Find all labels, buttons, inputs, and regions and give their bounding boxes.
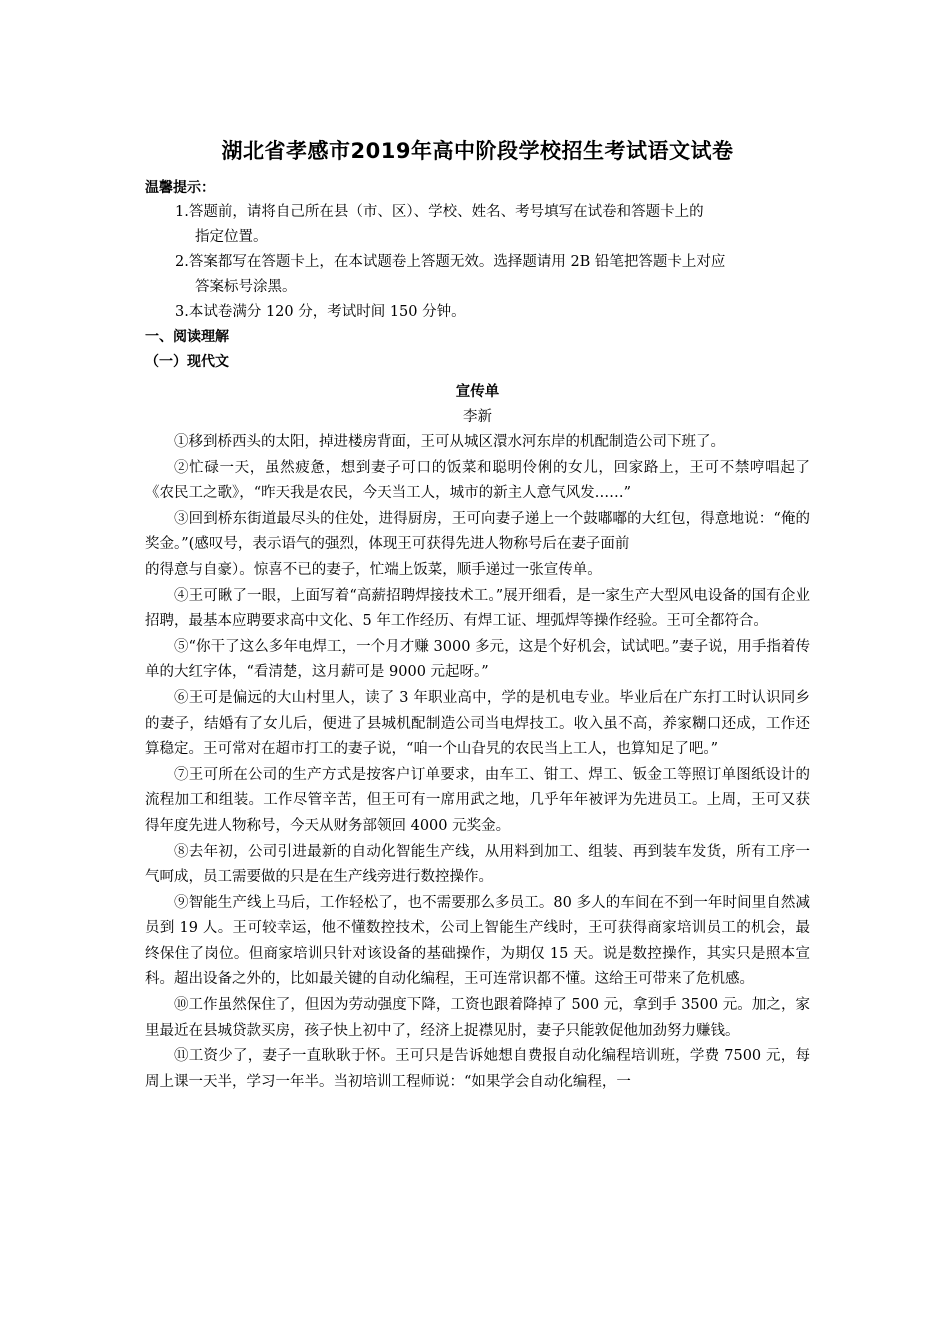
article-paragraph: ⑥王可是偏远的大山村里人，读了 3 年职业高中，学的是机电专业。毕业后在广东打工时认识同乡的妻子，结婚有了女儿后，便进了县城机配制造公司当电焊技工。收入虽不高，养家糊口还成，工作还算稳定。王可常对在超市打工的妻子说，“咱一个山旮旯的农民当上工人，也算知足了吧。” bbox=[145, 689, 810, 758]
tip-continuation: 指定位置。 bbox=[195, 229, 268, 245]
article-paragraph: ⑤“你干了这么多年电焊工，一个月才赚 3000 多元，这是个好机会，试试吧。”妻子说，用手指着传单的大红字体，“看清楚，这月薪可是 9000 元起呀。” bbox=[145, 638, 810, 681]
tip-item bbox=[145, 300, 810, 325]
tip-text: 1.答题前，请将自己所在县（市、区）、学校、姓名、考号填写在试卷和答题卡上的 bbox=[175, 204, 704, 220]
article-paragraph: ⑧去年初，公司引进最新的自动化智能生产线，从用料到加工、组装、再到装车发货，所有工序一气呵成，员工需要做的只是在生产线旁进行数控操作。 bbox=[145, 843, 810, 886]
article-paragraph: ②忙碌一天，虽然疲惫，想到妻子可口的饭菜和聪明伶俐的女儿，回家路上，王可不禁哼唱起了《农民工之歌》，“昨天我是农民，今天当工人，城市的新主人意气风发……” bbox=[145, 459, 810, 502]
article-paragraph: ⑨智能生产线上马后，工作轻松了，也不需要那么多员工。80 多人的车间在不到一年时间里自然减员到 19 人。王可较幸运，他不懂数控技术，公司上智能生产线时，王可获得商家培训员工的机会，最终保住了岗位。但商家培训只针对该设备的基础操作，为期仅 15 天。说是数控操作，其实只是照本宣科。超出设备之外的，比如最关键的自动化编程，王可连常识都不懂。这给王可带来了危机感。 bbox=[145, 894, 810, 988]
article-title: 宣传单 bbox=[455, 384, 500, 400]
tip-item bbox=[145, 200, 810, 250]
tip-text: 2.答案都写在答题卡上，在本试题卷上答题无效。选择题请用 2B 铅笔把答题卡上对应 bbox=[175, 254, 726, 270]
article-paragraph: 的得意与自豪）。惊喜不已的妻子，忙端上饭菜，顺手递过一张宣传单。 bbox=[145, 561, 602, 578]
article-paragraph: ④王可瞅了一眼，上面写着“高薪招聘焊接技术工。”展开细看，是一家生产大型风电设备的国有企业招聘，最基本应聘要求高中文化、5 年工作经历、有焊工证、埋弧焊等操作经验。王可全都符合。 bbox=[145, 587, 810, 630]
tips-label: 温馨提示： bbox=[145, 180, 215, 196]
subsection-heading: （一）现代文 bbox=[145, 354, 229, 370]
article-author: 李新 bbox=[463, 409, 492, 425]
article-paragraph: ①移到桥西头的太阳，掉进楼房背面，王可从城区澴水河东岸的机配制造公司下班了。 bbox=[174, 434, 725, 450]
section-heading: 一、阅读理解 bbox=[145, 329, 229, 345]
tip-item bbox=[145, 250, 810, 300]
tip-continuation: 答案标号涂黑。 bbox=[195, 279, 297, 295]
article-paragraph: ⑪工资少了，妻子一直耿耿于怀。王可只是告诉她想自费报自动化编程培训班，学费 7500 元，每周上课一天半，学习一年半。当初培训工程师说：“如果学会自动化编程，一 bbox=[145, 1048, 810, 1090]
tip-text: 3.本试卷满分 120 分，考试时间 150 分钟。 bbox=[175, 304, 466, 320]
article-paragraph: ⑦王可所在公司的生产方式是按客户订单要求，由车工、钳工、焊工、钣金工等照订单图纸设计的流程加工和组装。工作尽管辛苦，但王可有一席用武之地，几乎年年被评为先进员工。上周，王可又获得年度先进人物称号，今天从财务部领回 4000 元奖金。 bbox=[145, 766, 810, 834]
article-paragraph: ③回到桥东街道最尽头的住处，进得厨房，王可向妻子递上一个鼓嘟嘟的大红包，得意地说：“俺的奖金。”(感叹号，表示语气的强烈，体现王可获得先进人物称号后在妻子面前 bbox=[145, 510, 810, 553]
article-paragraph: ⑩工作虽然保住了，但因为劳动强度下降，工资也跟着降掉了 500 元，拿到手 3500 元。加之，家里最近在县城贷款买房，孩子快上初中了，经济上捉襟见肘，妻子只能敦促他加劲努力赚钱。 bbox=[145, 997, 810, 1039]
exam-title: 湖北省孝感市2019年高中阶段学校招生考试语文试卷 bbox=[221, 139, 734, 163]
